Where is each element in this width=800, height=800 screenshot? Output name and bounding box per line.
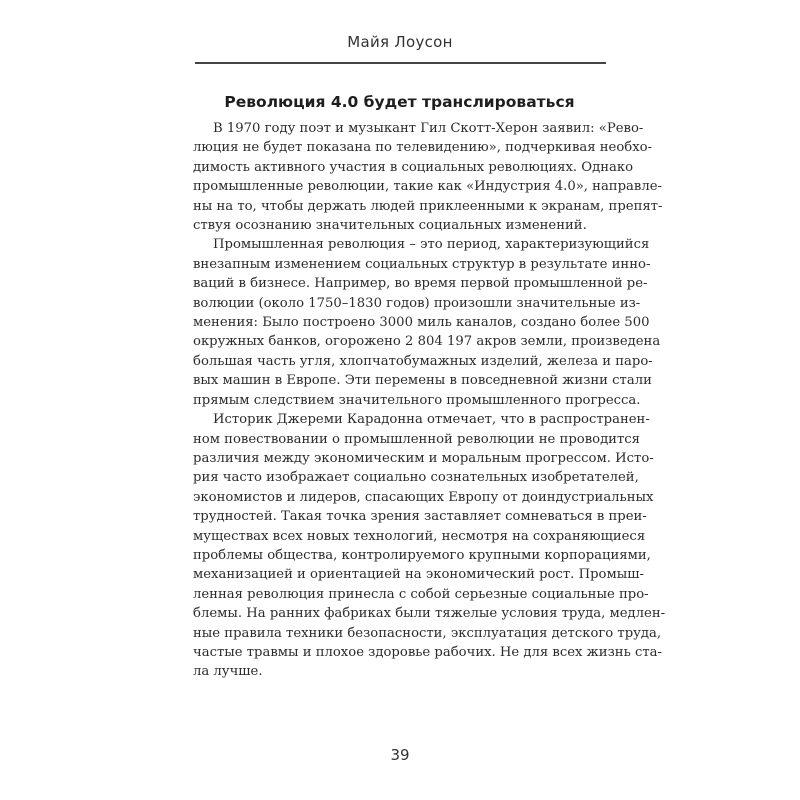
page-number: 39 <box>390 746 410 764</box>
text-line: рия часто изображает социально сознательных изобретателей, <box>193 470 639 486</box>
text-line: ные правила техники безопасности, эксплуатация детского труда, <box>193 625 662 641</box>
header-rule <box>195 62 606 64</box>
text-line: механизацией и ориентацией на экономический рост. Промыш- <box>193 567 644 583</box>
text-line: прямым следствием значительного промышленного прогресса. <box>193 392 641 408</box>
text-line: ваций в бизнесе. Например, во время первой промышленной ре- <box>193 276 648 292</box>
text-line: трудностей. Такая точка зрения заставляет сомневаться в преи- <box>193 509 647 525</box>
text-line: частые травмы и плохое здоровье рабочих. Не для всех жизнь ста- <box>193 644 662 660</box>
text-line: различия между экономическим и моральным прогрессом. Исто- <box>193 450 654 466</box>
text-line: муществах всех новых технологий, несмотря на сохраняющиеся <box>193 528 646 544</box>
text-line: ном повествовании о промышленной революции не проводится <box>193 431 640 447</box>
text-line: ны на то, чтобы держать людей приклеенными к экранам, препят- <box>193 198 663 214</box>
paragraph <box>193 119 663 235</box>
paragraph <box>193 235 661 410</box>
running-head-author: Майя Лоусон <box>347 33 453 51</box>
text-line: люция не будет показана по телевидению», подчеркивая необхо- <box>193 140 653 156</box>
text-line: промышленные революции, такие как «Индустрия 4.0», направле- <box>193 179 662 195</box>
body-text <box>193 119 666 682</box>
text-line: ленная революция принесла с собой серьезные социальные про- <box>193 586 649 602</box>
text-line: вых машин в Европе. Эти перемены в повседневной жизни стали <box>193 373 652 389</box>
text-line: внезапным изменением социальных структур в результате инно- <box>193 256 651 272</box>
text-line: Историк Джереми Карадонна отмечает, что в распространен- <box>213 412 650 428</box>
section-heading: Революция 4.0 будет транслироваться <box>224 93 575 111</box>
text-line: большая часть угля, хлопчатобумажных изделий, железа и паро- <box>193 353 653 369</box>
text-line: экономистов и лидеров, спасающих Европу от доиндустриальных <box>193 489 654 505</box>
text-line: В 1970 году поэт и музыкант Гил Скотт-Херон заявил: «Рево- <box>213 121 644 136</box>
text-line: Промышленная революция – это период, характеризующийся <box>213 237 650 253</box>
text-line: волюции (около 1750–1830 годов) произошли значительные из- <box>193 295 641 311</box>
text-line: менения: Было построено 3000 миль каналов, создано более 500 <box>193 315 650 331</box>
text-line: проблемы общества, контролируемого крупными корпорациями, <box>193 547 651 563</box>
text-line: ла лучше. <box>193 664 263 680</box>
text-line: ствуя осознанию значительных социальных изменений. <box>193 218 587 234</box>
text-line: блемы. На ранних фабриках были тяжелые условия труда, медлен- <box>193 606 666 622</box>
text-line: димость активного участия в социальных революциях. Однако <box>193 159 634 175</box>
text-line: окружных банков, огорожено 2 804 197 акров земли, произведена <box>193 334 661 350</box>
paragraph <box>193 410 666 682</box>
